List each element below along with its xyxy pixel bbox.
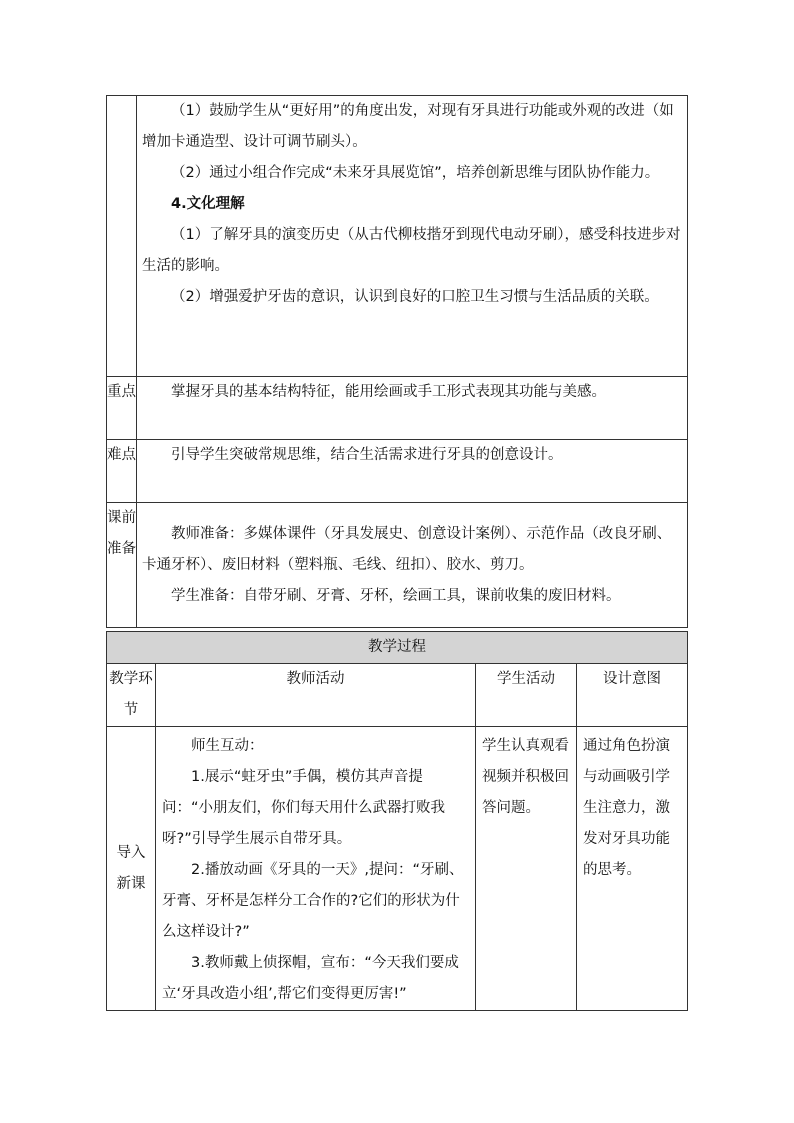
key-points-row	[107, 377, 688, 440]
header-stage: 教学环节	[107, 664, 156, 727]
teacher-activity-cell	[156, 727, 476, 1011]
objectives-cell	[137, 96, 688, 377]
objectives-label-cell	[107, 96, 137, 377]
difficult-points-row	[107, 440, 688, 503]
preparation-row	[107, 503, 688, 628]
process-row-intro	[107, 727, 688, 1011]
key-points-label: 重点	[107, 377, 137, 440]
header-design-intent: 设计意图	[577, 664, 688, 727]
objective-paragraph: （2）通过小组合作完成“未来牙具展览馆”，培养创新思维与团队协作能力。	[171, 165, 660, 181]
teaching-process-table	[106, 631, 688, 1011]
key-points-text-cell	[137, 377, 688, 440]
objective-paragraph: （2）增强爱护牙齿的意识，认识到良好的口腔卫生习惯与生活品质的关联。	[171, 289, 659, 305]
lesson-plan-table	[106, 95, 688, 628]
difficult-points-label: 难点	[107, 440, 137, 503]
objective-paragraph: （1）了解牙具的演变历史（从古代柳枝揩牙到现代电动牙刷），感受科技进步对生活的影响。	[142, 227, 681, 274]
student-activity-cell	[476, 727, 577, 1011]
process-header-row	[107, 664, 688, 727]
section-heading: 4.文化理解	[171, 196, 245, 212]
student-activity-text: 学生认真观看视频并积极回答问题。	[482, 738, 569, 816]
teacher-activity-intro: 师生互动：	[191, 738, 264, 754]
difficult-points-text: 引导学生突破常规思维，结合生活需求进行牙具的创意设计。	[171, 447, 563, 463]
objectives-row	[107, 96, 688, 377]
preparation-label: 课前准备	[107, 503, 137, 628]
difficult-points-text-cell	[137, 440, 688, 503]
process-title-row	[107, 632, 688, 664]
objective-paragraph: （1）鼓励学生从“更好用”的角度出发，对现有牙具进行功能或外观的改进（如增加卡通造型、设计可调节刷头）。	[142, 103, 674, 150]
process-title: 教学过程	[107, 632, 688, 664]
student-preparation: 学生准备：自带牙刷、牙膏、牙杯，绘画工具，课前收集的废旧材料。	[171, 587, 621, 604]
teacher-preparation: 教师准备：多媒体课件（牙具发展史、创意设计案例）、示范作品（改良牙刷、卡通牙杯）、废旧材料（塑料瓶、毛线、纽扣）、胶水、剪刀。	[142, 525, 672, 573]
key-points-text: 掌握牙具的基本结构特征，能用绘画或手工形式表现其功能与美感。	[171, 384, 606, 400]
design-intent-cell	[577, 727, 688, 1011]
teacher-activity-step: 1.展示“蛀牙虫”手偶，模仿其声音提问：“小朋友们，你们每天用什么武器打败我呀?”引导学生展示自带牙具。	[162, 769, 446, 847]
teacher-activity-step: 3.教师戴上侦探帽，宣布：“今天我们要成立‘牙具改造小组’,帮它们变得更厉害!”	[162, 955, 459, 1002]
design-intent-text: 通过角色扮演与动画吸引学生注意力，激发对牙具功能的思考。	[583, 738, 670, 878]
header-student-activity: 学生活动	[476, 664, 577, 727]
preparation-text-cell	[137, 503, 688, 628]
stage-intro: 导入新课	[107, 727, 156, 1011]
header-teacher-activity: 教师活动	[156, 664, 476, 727]
teacher-activity-step: 2.播放动画《牙具的一天》,提问：“牙刷、牙膏、牙杯是怎样分工合作的?它们的形状为什么这样设计?”	[162, 862, 464, 940]
